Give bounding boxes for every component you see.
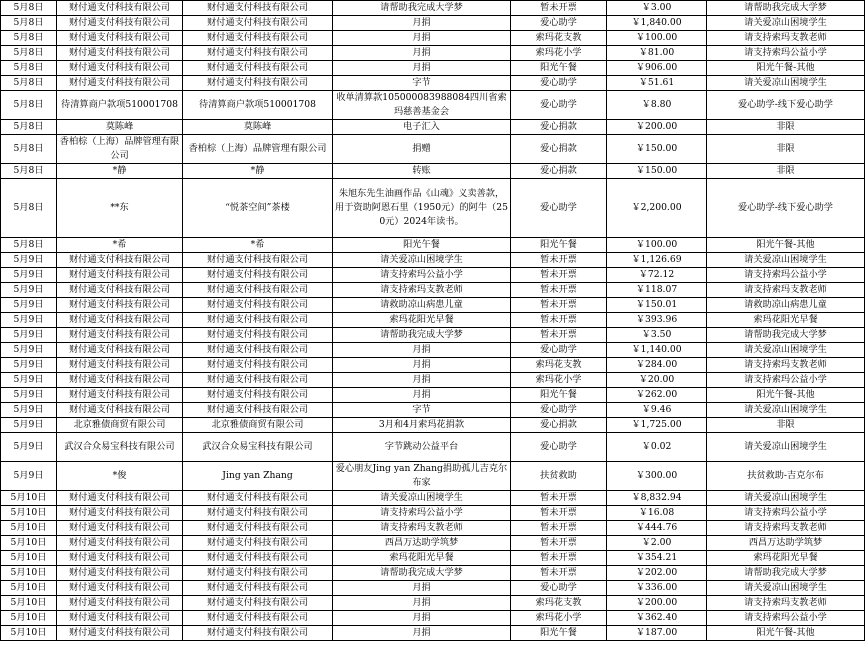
date-cell: 5月8日 [1, 179, 57, 238]
memo-cell: 请支持索玛支教老师 [333, 283, 511, 298]
purpose-cell: 请关爱凉山困境学生 [707, 403, 865, 418]
payer-cell: 财付通支付科技有限公司 [57, 1, 183, 16]
amount-cell: ￥187.00 [607, 626, 707, 641]
project-cell: 爱心助学 [511, 76, 607, 91]
payer-cell: 财付通支付科技有限公司 [57, 536, 183, 551]
table-row [1, 343, 865, 358]
purpose-cell: 请关爱凉山困境学生 [707, 491, 865, 506]
project-cell: 爱心捐款 [511, 135, 607, 164]
payer-cell: 财付通支付科技有限公司 [57, 611, 183, 626]
purpose-cell: 非限 [707, 164, 865, 179]
table-row [1, 626, 865, 641]
amount-cell: ￥16.08 [607, 506, 707, 521]
table-row [1, 521, 865, 536]
payee-cell: “悦茶空间”茶楼 [183, 179, 333, 238]
table-row [1, 462, 865, 491]
payee-cell: 财付通支付科技有限公司 [183, 283, 333, 298]
payee-cell: 莫陈峰 [183, 120, 333, 135]
purpose-cell: 非限 [707, 135, 865, 164]
payer-cell: 财付通支付科技有限公司 [57, 388, 183, 403]
memo-cell: 请关爱凉山困境学生 [333, 491, 511, 506]
payer-cell: 莫陈峰 [57, 120, 183, 135]
table-row [1, 298, 865, 313]
payee-cell: 财付通支付科技有限公司 [183, 596, 333, 611]
amount-cell: ￥3.50 [607, 328, 707, 343]
project-cell: 阳光午餐 [511, 61, 607, 76]
purpose-cell: 请支持索玛支教老师 [707, 283, 865, 298]
project-cell: 爱心助学 [511, 343, 607, 358]
project-cell: 暂未开票 [511, 253, 607, 268]
table-row [1, 31, 865, 46]
table-row [1, 403, 865, 418]
purpose-cell: 西昌万达助学筑梦 [707, 536, 865, 551]
amount-cell: ￥1,126.69 [607, 253, 707, 268]
payer-cell: 财付通支付科技有限公司 [57, 596, 183, 611]
payer-cell: 财付通支付科技有限公司 [57, 626, 183, 641]
amount-cell: ￥3.00 [607, 1, 707, 16]
table-row [1, 179, 865, 238]
payer-cell: 财付通支付科技有限公司 [57, 566, 183, 581]
table-row [1, 506, 865, 521]
memo-cell: 请支持索玛公益小学 [333, 506, 511, 521]
payee-cell: 财付通支付科技有限公司 [183, 31, 333, 46]
payee-cell: 财付通支付科技有限公司 [183, 373, 333, 388]
project-cell: 爱心助学 [511, 433, 607, 462]
payee-cell: 财付通支付科技有限公司 [183, 506, 333, 521]
project-cell: 暂未开票 [511, 313, 607, 328]
project-cell: 暂未开票 [511, 328, 607, 343]
purpose-cell: 阳光午餐-其他 [707, 61, 865, 76]
date-cell: 5月8日 [1, 135, 57, 164]
amount-cell: ￥393.96 [607, 313, 707, 328]
project-cell: 爱心捐款 [511, 120, 607, 135]
project-cell: 暂未开票 [511, 566, 607, 581]
date-cell: 5月10日 [1, 596, 57, 611]
memo-cell: 请救助凉山病患儿童 [333, 298, 511, 313]
table-row [1, 16, 865, 31]
amount-cell: ￥20.00 [607, 373, 707, 388]
date-cell: 5月9日 [1, 403, 57, 418]
amount-cell: ￥284.00 [607, 358, 707, 373]
memo-cell: 请关爱凉山困境学生 [333, 253, 511, 268]
payee-cell: 财付通支付科技有限公司 [183, 76, 333, 91]
amount-cell: ￥8.80 [607, 91, 707, 120]
date-cell: 5月8日 [1, 76, 57, 91]
project-cell: 暂未开票 [511, 1, 607, 16]
table-row [1, 135, 865, 164]
memo-cell: 字节 [333, 76, 511, 91]
date-cell: 5月9日 [1, 388, 57, 403]
date-cell: 5月9日 [1, 328, 57, 343]
project-cell: 暂未开票 [511, 491, 607, 506]
payee-cell: 财付通支付科技有限公司 [183, 328, 333, 343]
amount-cell: ￥262.00 [607, 388, 707, 403]
date-cell: 5月9日 [1, 268, 57, 283]
payee-cell: 财付通支付科技有限公司 [183, 16, 333, 31]
payer-cell: 财付通支付科技有限公司 [57, 373, 183, 388]
purpose-cell: 阳光午餐-其他 [707, 238, 865, 253]
date-cell: 5月10日 [1, 626, 57, 641]
payee-cell: 武汉合众易宝科技有限公司 [183, 433, 333, 462]
date-cell: 5月8日 [1, 238, 57, 253]
purpose-cell: 请关爱凉山困境学生 [707, 581, 865, 596]
purpose-cell: 请关爱凉山困境学生 [707, 433, 865, 462]
amount-cell: ￥150.00 [607, 164, 707, 179]
date-cell: 5月9日 [1, 418, 57, 433]
payee-cell: 财付通支付科技有限公司 [183, 536, 333, 551]
payee-cell: 财付通支付科技有限公司 [183, 403, 333, 418]
project-cell: 索玛花小学 [511, 611, 607, 626]
date-cell: 5月8日 [1, 61, 57, 76]
payee-cell: *希 [183, 238, 333, 253]
purpose-cell: 请关爱凉山困境学生 [707, 253, 865, 268]
amount-cell: ￥362.40 [607, 611, 707, 626]
table-row [1, 238, 865, 253]
payer-cell: *希 [57, 238, 183, 253]
memo-cell: 索玛花阳光早餐 [333, 551, 511, 566]
date-cell: 5月10日 [1, 566, 57, 581]
table-row [1, 120, 865, 135]
purpose-cell: 非限 [707, 120, 865, 135]
table-row [1, 418, 865, 433]
memo-cell: 朱旭东先生油画作品《山魂》义卖善款，用于资助阿恩石里（1950元）的阿牛（250元）2024年读书。 [333, 179, 511, 238]
payee-cell: 财付通支付科技有限公司 [183, 253, 333, 268]
memo-cell: 电子汇入 [333, 120, 511, 135]
payee-cell: 财付通支付科技有限公司 [183, 358, 333, 373]
purpose-cell: 请支持索玛支教老师 [707, 521, 865, 536]
date-cell: 5月8日 [1, 91, 57, 120]
purpose-cell: 请关爱凉山困境学生 [707, 343, 865, 358]
project-cell: 暂未开票 [511, 521, 607, 536]
table-row [1, 611, 865, 626]
payer-cell: *静 [57, 164, 183, 179]
project-cell: 索玛花支教 [511, 31, 607, 46]
project-cell: 爱心捐款 [511, 418, 607, 433]
amount-cell: ￥906.00 [607, 61, 707, 76]
payer-cell: 武汉合众易宝科技有限公司 [57, 433, 183, 462]
project-cell: 索玛花支教 [511, 358, 607, 373]
payee-cell: 财付通支付科技有限公司 [183, 1, 333, 16]
project-cell: 爱心助学 [511, 16, 607, 31]
project-cell: 爱心捐款 [511, 164, 607, 179]
memo-cell: 月捐 [333, 46, 511, 61]
memo-cell: 索玛花阳光早餐 [333, 313, 511, 328]
payer-cell: 财付通支付科技有限公司 [57, 283, 183, 298]
date-cell: 5月9日 [1, 343, 57, 358]
payee-cell: 财付通支付科技有限公司 [183, 343, 333, 358]
payer-cell: 财付通支付科技有限公司 [57, 61, 183, 76]
memo-cell: 3月和4月索玛花捐款 [333, 418, 511, 433]
date-cell: 5月10日 [1, 521, 57, 536]
table-row [1, 1, 865, 16]
table-row [1, 253, 865, 268]
payer-cell: 北京雅债商贸有限公司 [57, 418, 183, 433]
memo-cell: 月捐 [333, 596, 511, 611]
purpose-cell: 请关爱凉山困境学生 [707, 16, 865, 31]
payer-cell: 财付通支付科技有限公司 [57, 328, 183, 343]
amount-cell: ￥444.76 [607, 521, 707, 536]
payer-cell: 财付通支付科技有限公司 [57, 403, 183, 418]
amount-cell: ￥72.12 [607, 268, 707, 283]
payee-cell: 财付通支付科技有限公司 [183, 313, 333, 328]
purpose-cell: 请支持索玛支教老师 [707, 358, 865, 373]
memo-cell: 月捐 [333, 358, 511, 373]
payee-cell: 财付通支付科技有限公司 [183, 298, 333, 313]
amount-cell: ￥150.00 [607, 135, 707, 164]
payee-cell: *静 [183, 164, 333, 179]
table-row [1, 596, 865, 611]
payer-cell: 财付通支付科技有限公司 [57, 551, 183, 566]
table-row [1, 46, 865, 61]
amount-cell: ￥0.02 [607, 433, 707, 462]
date-cell: 5月8日 [1, 164, 57, 179]
payer-cell: 财付通支付科技有限公司 [57, 313, 183, 328]
amount-cell: ￥51.61 [607, 76, 707, 91]
payer-cell: 财付通支付科技有限公司 [57, 46, 183, 61]
amount-cell: ￥202.00 [607, 566, 707, 581]
memo-cell: 请帮助我完成大学梦 [333, 1, 511, 16]
amount-cell: ￥118.07 [607, 283, 707, 298]
payer-cell: 财付通支付科技有限公司 [57, 31, 183, 46]
date-cell: 5月8日 [1, 31, 57, 46]
payer-cell: 财付通支付科技有限公司 [57, 268, 183, 283]
payer-cell: 待清算商户款项510001708 [57, 91, 183, 120]
table-row [1, 164, 865, 179]
memo-cell: 阳光午餐 [333, 238, 511, 253]
amount-cell: ￥81.00 [607, 46, 707, 61]
memo-cell: 请支持索玛支教老师 [333, 521, 511, 536]
purpose-cell: 索玛花阳光早餐 [707, 551, 865, 566]
table-row [1, 61, 865, 76]
project-cell: 暂未开票 [511, 268, 607, 283]
memo-cell: 月捐 [333, 16, 511, 31]
payer-cell: *俊 [57, 462, 183, 491]
table-row [1, 433, 865, 462]
payer-cell: 财付通支付科技有限公司 [57, 506, 183, 521]
table-row [1, 358, 865, 373]
payee-cell: 财付通支付科技有限公司 [183, 581, 333, 596]
memo-cell: 月捐 [333, 61, 511, 76]
project-cell: 索玛花小学 [511, 46, 607, 61]
payer-cell: 财付通支付科技有限公司 [57, 491, 183, 506]
date-cell: 5月10日 [1, 491, 57, 506]
payee-cell: 财付通支付科技有限公司 [183, 268, 333, 283]
purpose-cell: 扶贫救助-吉克尔布 [707, 462, 865, 491]
purpose-cell: 阳光午餐-其他 [707, 388, 865, 403]
project-cell: 爱心助学 [511, 91, 607, 120]
project-cell: 索玛花小学 [511, 373, 607, 388]
payee-cell: Jing yan Zhang [183, 462, 333, 491]
table-row [1, 283, 865, 298]
purpose-cell: 请帮助我完成大学梦 [707, 1, 865, 16]
project-cell: 阳光午餐 [511, 388, 607, 403]
project-cell: 暂未开票 [511, 536, 607, 551]
date-cell: 5月9日 [1, 283, 57, 298]
purpose-cell: 请支持索玛公益小学 [707, 611, 865, 626]
date-cell: 5月8日 [1, 46, 57, 61]
memo-cell: 请支持索玛公益小学 [333, 268, 511, 283]
table-row [1, 581, 865, 596]
purpose-cell: 非限 [707, 418, 865, 433]
date-cell: 5月8日 [1, 1, 57, 16]
project-cell: 扶贫救助 [511, 462, 607, 491]
table-row [1, 313, 865, 328]
payer-cell: 财付通支付科技有限公司 [57, 76, 183, 91]
memo-cell: 请帮助我完成大学梦 [333, 328, 511, 343]
amount-cell: ￥2,200.00 [607, 179, 707, 238]
payee-cell: 财付通支付科技有限公司 [183, 566, 333, 581]
amount-cell: ￥100.00 [607, 31, 707, 46]
memo-cell: 月捐 [333, 581, 511, 596]
date-cell: 5月9日 [1, 253, 57, 268]
amount-cell: ￥200.00 [607, 596, 707, 611]
payer-cell: 香柏棕（上海）品牌管理有限公司 [57, 135, 183, 164]
payee-cell: 财付通支付科技有限公司 [183, 388, 333, 403]
memo-cell: 西昌万达助学筑梦 [333, 536, 511, 551]
date-cell: 5月10日 [1, 506, 57, 521]
purpose-cell: 请支持索玛公益小学 [707, 268, 865, 283]
payee-cell: 财付通支付科技有限公司 [183, 521, 333, 536]
date-cell: 5月10日 [1, 551, 57, 566]
date-cell: 5月9日 [1, 462, 57, 491]
payer-cell: **东 [57, 179, 183, 238]
payee-cell: 待清算商户款项510001708 [183, 91, 333, 120]
memo-cell: 字节 [333, 403, 511, 418]
memo-cell: 月捐 [333, 388, 511, 403]
table-row [1, 551, 865, 566]
table-row [1, 388, 865, 403]
purpose-cell: 请帮助我完成大学梦 [707, 328, 865, 343]
memo-cell: 月捐 [333, 343, 511, 358]
payer-cell: 财付通支付科技有限公司 [57, 581, 183, 596]
payee-cell: 财付通支付科技有限公司 [183, 551, 333, 566]
payee-cell: 北京雅债商贸有限公司 [183, 418, 333, 433]
amount-cell: ￥9.46 [607, 403, 707, 418]
amount-cell: ￥100.00 [607, 238, 707, 253]
purpose-cell: 请支持索玛公益小学 [707, 46, 865, 61]
memo-cell: 月捐 [333, 373, 511, 388]
memo-cell: 字节跳动公益平台 [333, 433, 511, 462]
payer-cell: 财付通支付科技有限公司 [57, 358, 183, 373]
memo-cell: 转账 [333, 164, 511, 179]
purpose-cell: 请帮助我完成大学梦 [707, 566, 865, 581]
payer-cell: 财付通支付科技有限公司 [57, 16, 183, 31]
purpose-cell: 请支持索玛公益小学 [707, 373, 865, 388]
payer-cell: 财付通支付科技有限公司 [57, 298, 183, 313]
payer-cell: 财付通支付科技有限公司 [57, 343, 183, 358]
payee-cell: 财付通支付科技有限公司 [183, 46, 333, 61]
date-cell: 5月10日 [1, 581, 57, 596]
project-cell: 爱心助学 [511, 581, 607, 596]
purpose-cell: 索玛花阳光早餐 [707, 313, 865, 328]
memo-cell: 请帮助我完成大学梦 [333, 566, 511, 581]
payee-cell: 财付通支付科技有限公司 [183, 611, 333, 626]
amount-cell: ￥336.00 [607, 581, 707, 596]
date-cell: 5月9日 [1, 313, 57, 328]
amount-cell: ￥150.01 [607, 298, 707, 313]
date-cell: 5月8日 [1, 16, 57, 31]
payee-cell: 财付通支付科技有限公司 [183, 626, 333, 641]
table-row [1, 328, 865, 343]
project-cell: 暂未开票 [511, 298, 607, 313]
amount-cell: ￥2.00 [607, 536, 707, 551]
table-row [1, 268, 865, 283]
payer-cell: 财付通支付科技有限公司 [57, 253, 183, 268]
table-row [1, 373, 865, 388]
project-cell: 暂未开票 [511, 551, 607, 566]
payee-cell: 财付通支付科技有限公司 [183, 61, 333, 76]
date-cell: 5月10日 [1, 536, 57, 551]
payee-cell: 财付通支付科技有限公司 [183, 491, 333, 506]
amount-cell: ￥1,840.00 [607, 16, 707, 31]
memo-cell: 月捐 [333, 31, 511, 46]
memo-cell: 捐赠 [333, 135, 511, 164]
project-cell: 索玛花支教 [511, 596, 607, 611]
date-cell: 5月9日 [1, 433, 57, 462]
memo-cell: 月捐 [333, 626, 511, 641]
memo-cell: 月捐 [333, 611, 511, 626]
table-row [1, 91, 865, 120]
purpose-cell: 请关爱凉山困境学生 [707, 76, 865, 91]
amount-cell: ￥1,140.00 [607, 343, 707, 358]
project-cell: 爱心助学 [511, 403, 607, 418]
date-cell: 5月9日 [1, 373, 57, 388]
purpose-cell: 请支持索玛支教老师 [707, 596, 865, 611]
purpose-cell: 爱心助学-线下爱心助学 [707, 179, 865, 238]
amount-cell: ￥200.00 [607, 120, 707, 135]
amount-cell: ￥1,725.00 [607, 418, 707, 433]
project-cell: 暂未开票 [511, 283, 607, 298]
payer-cell: 财付通支付科技有限公司 [57, 521, 183, 536]
payee-cell: 香柏棕（上海）品牌管理有限公司 [183, 135, 333, 164]
purpose-cell: 阳光午餐-其他 [707, 626, 865, 641]
purpose-cell: 请支持索玛支教老师 [707, 31, 865, 46]
purpose-cell: 请救助凉山病患儿童 [707, 298, 865, 313]
memo-cell: 收单清算款105000083988084四川省索玛慈善基金会 [333, 91, 511, 120]
date-cell: 5月10日 [1, 611, 57, 626]
amount-cell: ￥354.21 [607, 551, 707, 566]
memo-cell: 爱心朋友Jing yan Zhang捐助孤儿吉克尔布家 [333, 462, 511, 491]
table-row [1, 491, 865, 506]
date-cell: 5月9日 [1, 298, 57, 313]
ledger-body [1, 1, 865, 641]
project-cell: 阳光午餐 [511, 238, 607, 253]
purpose-cell: 爱心助学-线下爱心助学 [707, 91, 865, 120]
project-cell: 阳光午餐 [511, 626, 607, 641]
amount-cell: ￥300.00 [607, 462, 707, 491]
table-row [1, 536, 865, 551]
table-row [1, 566, 865, 581]
date-cell: 5月9日 [1, 358, 57, 373]
date-cell: 5月8日 [1, 120, 57, 135]
purpose-cell: 请支持索玛公益小学 [707, 506, 865, 521]
project-cell: 爱心助学 [511, 179, 607, 238]
amount-cell: ￥8,832.94 [607, 491, 707, 506]
table-row [1, 76, 865, 91]
project-cell: 暂未开票 [511, 506, 607, 521]
